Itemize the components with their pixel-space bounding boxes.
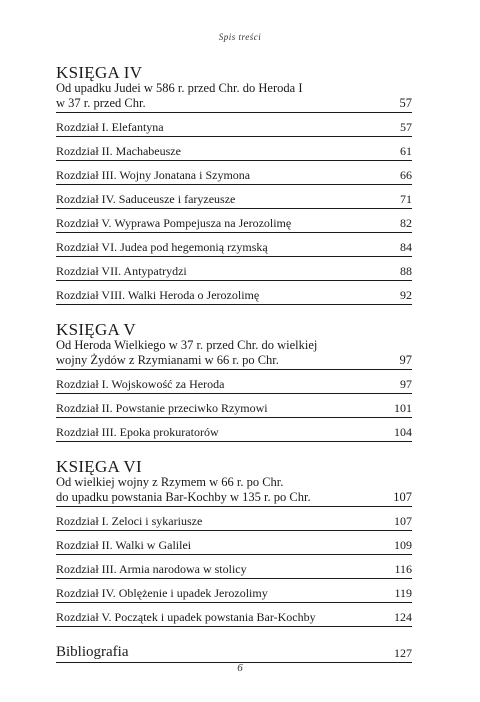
book-title: KSIĘGA V [56,320,137,339]
chapter-page-number: 104 [394,425,412,439]
chapter-entry[interactable] [56,394,412,418]
book-section [56,458,412,627]
chapter-page-number: 107 [394,514,412,528]
book-section [56,64,412,305]
chapter-title: Rozdział II. Powstanie przeciwko Rzymowi [56,401,268,415]
book-subtitle-line: Od wielkiej wojny z Rzymem w 66 r. po Chr. [56,475,284,489]
bibliography-title: Bibliografia [56,644,129,660]
chapter-page-number: 66 [400,168,412,182]
chapter-title: Rozdział II. Machabeusze [56,144,181,158]
book-subtitle-line: Od Heroda Wielkiego w 37 r. przed Chr. do wielkiej [56,338,318,352]
book-page-number: 97 [399,352,412,367]
chapter-page-number: 124 [394,610,412,624]
book-page-number: 57 [399,95,412,110]
chapter-entry[interactable] [56,209,412,233]
chapter-entry[interactable] [56,113,412,137]
chapter-page-number: 71 [400,192,412,206]
chapter-entry[interactable] [56,555,412,579]
chapter-entry[interactable] [56,507,412,531]
chapter-title: Rozdział I. Wojskowość za Heroda [56,377,225,391]
chapter-page-number: 119 [394,586,412,600]
chapter-title: Rozdział III. Armia narodowa w stolicy [56,562,247,576]
book-subtitle-line: do upadku powstania Bar-Kochby w 135 r. po Chr. [56,489,311,504]
chapter-entry[interactable] [56,370,412,394]
chapter-page-number: 61 [400,144,412,158]
book-section [56,321,412,442]
chapter-entry[interactable] [56,603,412,627]
chapter-entry[interactable] [56,257,412,281]
bibliography-page: 127 [394,646,412,660]
book-subtitle-entry[interactable] [56,475,412,507]
chapter-title: Rozdział VIII. Walki Heroda o Jerozolimę [56,288,260,302]
chapter-entry[interactable] [56,233,412,257]
chapter-title: Rozdział V. Początek i upadek powstania Bar-Kochby [56,610,316,624]
chapter-page-number: 82 [400,216,412,230]
chapter-page-number: 57 [400,120,412,134]
chapter-title: Rozdział I. Elefantyna [56,120,164,134]
book-page-number: 107 [393,489,412,504]
chapter-title: Rozdział VII. Antypatrydzi [56,264,187,278]
book-subtitle-entry[interactable] [56,81,412,113]
chapter-title: Rozdział I. Zeloci i sykariusze [56,514,203,528]
chapter-entry[interactable] [56,281,412,305]
chapter-title: Rozdział IV. Oblężenie i upadek Jerozolimy [56,586,268,600]
chapter-entry[interactable] [56,579,412,603]
chapter-title: Rozdział IV. Saduceusze i faryzeusze [56,192,236,206]
table-of-contents [56,64,412,663]
chapter-entry[interactable] [56,418,412,442]
bibliography-entry[interactable] [56,643,412,663]
books-container [56,64,412,627]
chapter-page-number: 101 [394,401,412,415]
book-subtitle-entry[interactable] [56,338,412,370]
chapter-page-number: 97 [400,377,412,391]
chapter-entry[interactable] [56,185,412,209]
page-number: 6 [237,662,243,674]
running-head: Spis treści [218,32,262,42]
chapter-page-number: 116 [394,562,412,576]
book-subtitle-line: w 37 r. przed Chr. [56,95,146,110]
book-title: KSIĘGA VI [56,457,142,476]
chapter-page-number: 92 [400,288,412,302]
chapter-entry[interactable] [56,531,412,555]
chapter-title: Rozdział V. Wyprawa Pompejusza na Jerozolimę [56,216,292,230]
chapter-title: Rozdział III. Wojny Jonatana i Szymona [56,168,251,182]
chapter-title: Rozdział II. Walki w Galilei [56,538,192,552]
chapter-entry[interactable] [56,137,412,161]
chapter-entry[interactable] [56,161,412,185]
chapter-page-number: 84 [400,240,412,254]
chapter-title: Rozdział VI. Judea pod hegemonią rzymską [56,240,268,254]
chapter-page-number: 109 [394,538,412,552]
chapter-page-number: 88 [400,264,412,278]
book-subtitle-line: Od upadku Judei w 586 r. przed Chr. do Heroda I [56,81,303,95]
chapter-title: Rozdział III. Epoka prokuratorów [56,425,219,439]
book-subtitle-line: wojny Żydów z Rzymianami w 66 r. po Chr. [56,352,279,367]
book-title: KSIĘGA IV [56,63,143,82]
